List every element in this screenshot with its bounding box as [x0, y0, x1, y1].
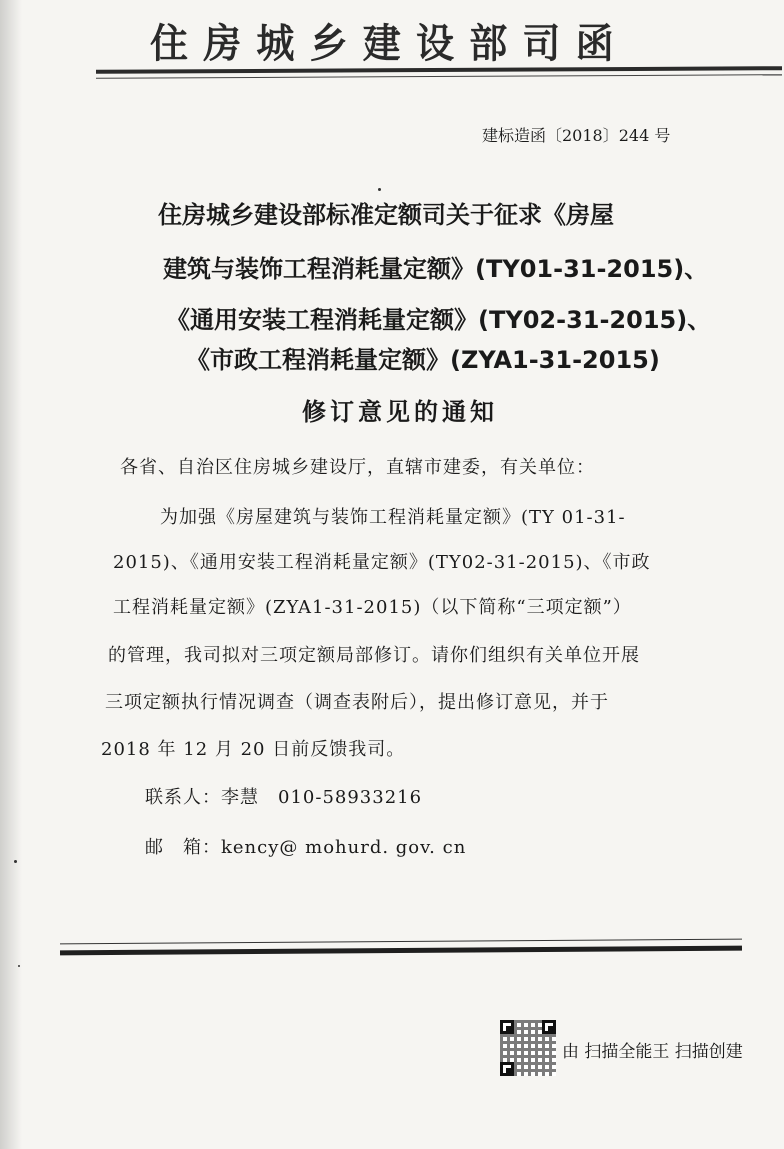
footer-rule-thick [60, 946, 742, 956]
qr-finder [500, 1062, 514, 1076]
contact-email: 邮 箱：kency@ mohurd. gov. cn [145, 837, 467, 858]
title-line-5: 修订意见的通知 [302, 398, 498, 426]
body-line: 的管理，我司拟对三项定额局部修订。请你们组织有关单位开展 [108, 645, 640, 666]
body-line: 为加强《房屋建筑与装饰工程消耗量定额》(TY 01-31- [160, 507, 626, 528]
qr-finder [500, 1020, 514, 1034]
body-line: 工程消耗量定额》(ZYA1-31-2015)（以下简称“三项定额”） [113, 597, 632, 618]
title-line-3: 《通用安装工程消耗量定额》(TY02-31-2015)、 [166, 306, 712, 334]
scan-speck [14, 860, 17, 863]
contact-person: 联系人：李慧 010-58933216 [145, 787, 423, 808]
scan-speck [378, 188, 381, 191]
title-line-2: 建筑与装饰工程消耗量定额》(TY01-31-2015)、 [163, 255, 709, 283]
salutation: 各省、自治区住房城乡建设厅，直辖市建委，有关单位： [120, 457, 595, 478]
document-number: 建标造函〔2018〕244 号 [482, 126, 671, 145]
body-line: 2015)、《通用安装工程消耗量定额》(TY02-31-2015)、《市政 [113, 552, 651, 573]
title-line-4: 《市政工程消耗量定额》(ZYA1-31-2015) [186, 346, 660, 374]
qr-code-icon [500, 1020, 556, 1076]
scan-edge-shadow [0, 0, 22, 1149]
scan-credit: 由 扫描全能王 扫描创建 [562, 1042, 743, 1062]
letterhead-title: 住房城乡建设部司函 [150, 20, 629, 67]
qr-finder [542, 1020, 556, 1034]
body-line: 2018 年 12 月 20 日前反馈我司。 [101, 739, 406, 760]
body-line: 三项定额执行情况调查（调查表附后），提出修订意见，并于 [105, 692, 609, 713]
letterhead-rule-thin [96, 74, 782, 79]
scan-speck [18, 965, 20, 967]
title-line-1: 住房城乡建设部标准定额司关于征求《房屋 [158, 201, 614, 229]
footer-rule-thin [60, 939, 742, 945]
